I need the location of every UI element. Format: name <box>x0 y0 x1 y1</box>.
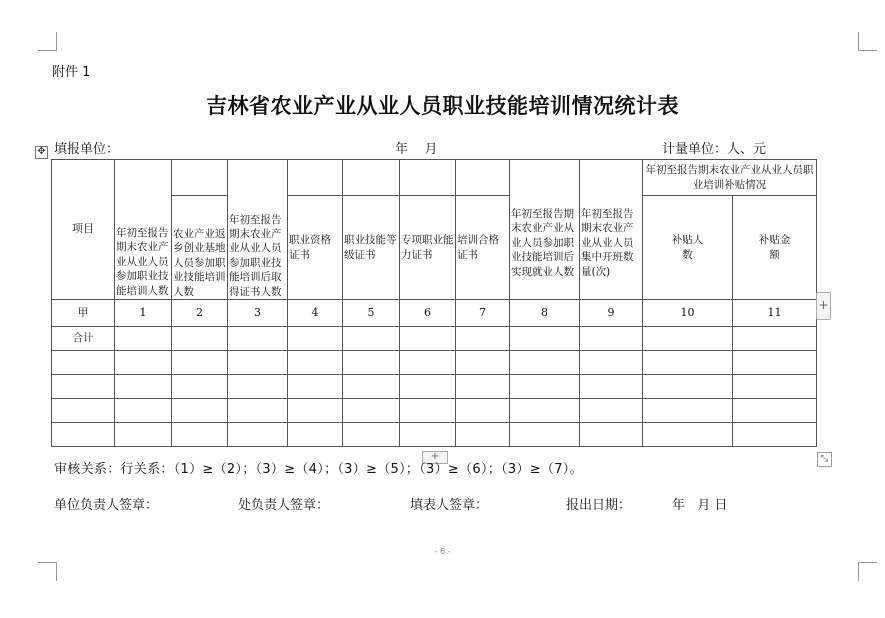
table-cell[interactable] <box>733 423 817 447</box>
measure-unit-label: 计量单位：人、元 <box>662 142 767 157</box>
crop-mark-bottom-right <box>858 562 877 581</box>
table-cell[interactable] <box>228 327 288 351</box>
date-label: 年 月 <box>395 142 438 157</box>
table-cell[interactable] <box>115 375 172 399</box>
table-cell[interactable] <box>510 351 580 375</box>
table-cell[interactable] <box>456 351 510 375</box>
add-row-plus-icon[interactable]: + <box>422 451 448 464</box>
crop-mark-bottom-left <box>38 562 57 581</box>
header-col-11: 补贴金额 <box>733 196 817 300</box>
table-cell[interactable] <box>52 423 115 447</box>
num-cell: 8 <box>510 300 580 327</box>
table-cell[interactable] <box>580 423 643 447</box>
table-cell[interactable] <box>172 375 228 399</box>
header-col-10: 补贴人数 <box>643 196 733 300</box>
table-cell[interactable] <box>115 351 172 375</box>
table-cell[interactable] <box>400 375 456 399</box>
table-row <box>52 375 817 399</box>
table-cell[interactable] <box>52 375 115 399</box>
header-col-6: 专项职业能力证书 <box>400 196 456 300</box>
table-row <box>52 423 817 447</box>
header-col-3: 年初至报告期末农业产业从业人员参加职业技能培训后取得证书人数 <box>228 160 288 300</box>
table-cell[interactable] <box>510 375 580 399</box>
table-cell[interactable] <box>343 351 400 375</box>
table-cell[interactable] <box>52 399 115 423</box>
table-cell[interactable] <box>228 351 288 375</box>
table-cell[interactable] <box>400 423 456 447</box>
num-cell: 10 <box>643 300 733 327</box>
table-cell[interactable] <box>643 423 733 447</box>
add-column-plus-icon[interactable]: + <box>816 292 831 320</box>
table-cell[interactable] <box>288 399 343 423</box>
table-cell[interactable] <box>643 351 733 375</box>
header-col-2: 农业产业返乡创业基地人员参加职业技能培训人数 <box>172 196 228 300</box>
table-cell[interactable] <box>343 327 400 351</box>
table-cell[interactable] <box>510 399 580 423</box>
table-cell[interactable] <box>115 399 172 423</box>
table-cell[interactable] <box>228 423 288 447</box>
table-cell[interactable] <box>115 423 172 447</box>
table-cell[interactable] <box>580 351 643 375</box>
header-col-4: 职业资格证书 <box>288 196 343 300</box>
filler-signature-label: 填表人签章： <box>410 498 489 513</box>
table-cell[interactable] <box>580 327 643 351</box>
header-col-1: 年初至报告期末农业产业从业人员参加职业技能培训人数 <box>115 160 172 300</box>
table-cell[interactable] <box>343 399 400 423</box>
table-cell[interactable] <box>510 327 580 351</box>
header-item: 项目 <box>52 160 115 300</box>
table-cell[interactable] <box>228 375 288 399</box>
page-title: 吉林省农业产业从业人员职业技能培训情况统计表 <box>206 94 679 118</box>
header-col-8: 年初至报告期末农业产业从业人员参加职业技能培训后实现就业人数 <box>510 160 580 300</box>
report-date-label: 报出日期： <box>566 498 632 513</box>
table-cell[interactable] <box>400 399 456 423</box>
page-number: - 6 - <box>434 547 451 556</box>
table-cell[interactable] <box>733 351 817 375</box>
attachment-label: 附件 1 <box>52 65 91 80</box>
dept-head-signature-label: 处负责人签章： <box>238 498 330 513</box>
table-cell[interactable] <box>643 375 733 399</box>
num-cell: 3 <box>228 300 288 327</box>
table-cell[interactable] <box>52 351 115 375</box>
num-cell: 4 <box>288 300 343 327</box>
report-date-fields: 年 月 日 <box>672 498 728 513</box>
header-col-2-top-blank <box>172 160 228 196</box>
unit-head-signature-label: 单位负责人签章： <box>54 498 159 513</box>
crop-mark-top-left <box>38 32 57 51</box>
table-cell[interactable] <box>172 423 228 447</box>
statistics-table <box>51 159 817 447</box>
table-cell[interactable] <box>733 327 817 351</box>
num-cell: 1 <box>115 300 172 327</box>
table-cell[interactable] <box>343 423 400 447</box>
header-col-4-top-blank <box>288 160 343 196</box>
table-cell[interactable] <box>288 351 343 375</box>
table-cell[interactable] <box>172 399 228 423</box>
table-row <box>52 399 817 423</box>
table-cell[interactable] <box>400 327 456 351</box>
table-cell[interactable] <box>172 351 228 375</box>
num-cell: 5 <box>343 300 400 327</box>
header-col-9: 年初至报告期末农业产业从业人员集中开班数量(次) <box>580 160 643 300</box>
table-cell[interactable] <box>580 375 643 399</box>
table-cell[interactable] <box>172 327 228 351</box>
table-resize-icon[interactable]: ⤡ <box>817 452 832 467</box>
audit-relation-text: 审核关系：行关系：（1）≥（2）；（3）≥（4）；（3）≥（5）；（3）≥（6）；（3）≥（7）。 <box>54 462 583 477</box>
table-row <box>52 351 817 375</box>
header-col-5: 职业技能等级证书 <box>343 196 400 300</box>
table-cell[interactable] <box>733 399 817 423</box>
table-cell[interactable] <box>456 423 510 447</box>
table-move-handle-icon[interactable]: ✥ <box>35 146 48 159</box>
header-subsidy-group: 年初至报告期末农业产业从业人员职业培训补贴情况 <box>643 160 817 196</box>
table-cell[interactable] <box>288 423 343 447</box>
table-cell[interactable] <box>580 399 643 423</box>
table-cell[interactable] <box>115 327 172 351</box>
table-row-total <box>52 327 817 351</box>
header-col-5-top-blank <box>343 160 400 196</box>
num-cell: 6 <box>400 300 456 327</box>
num-cell: 7 <box>456 300 510 327</box>
header-col-7: 培训合格证书 <box>456 196 510 300</box>
num-cell: 9 <box>580 300 643 327</box>
header-col-7-top-blank <box>456 160 510 196</box>
table-cell[interactable] <box>733 375 817 399</box>
table-cell[interactable] <box>288 327 343 351</box>
header-col-6-top-blank <box>400 160 456 196</box>
table-cell[interactable] <box>288 375 343 399</box>
num-cell: 甲 <box>52 300 115 327</box>
table-cell[interactable] <box>643 399 733 423</box>
num-cell: 2 <box>172 300 228 327</box>
form-unit-label: 填报单位： <box>54 142 120 157</box>
table-cell[interactable] <box>400 351 456 375</box>
crop-mark-top-right <box>858 32 877 51</box>
table-cell[interactable] <box>643 327 733 351</box>
table-cell[interactable] <box>456 375 510 399</box>
table-cell[interactable] <box>456 327 510 351</box>
table-cell[interactable] <box>456 399 510 423</box>
table-cell[interactable] <box>510 423 580 447</box>
num-cell: 11 <box>733 300 817 327</box>
total-label: 合计 <box>52 327 115 351</box>
table-cell[interactable] <box>228 399 288 423</box>
table-row-numbers <box>52 300 817 327</box>
table-cell[interactable] <box>343 375 400 399</box>
